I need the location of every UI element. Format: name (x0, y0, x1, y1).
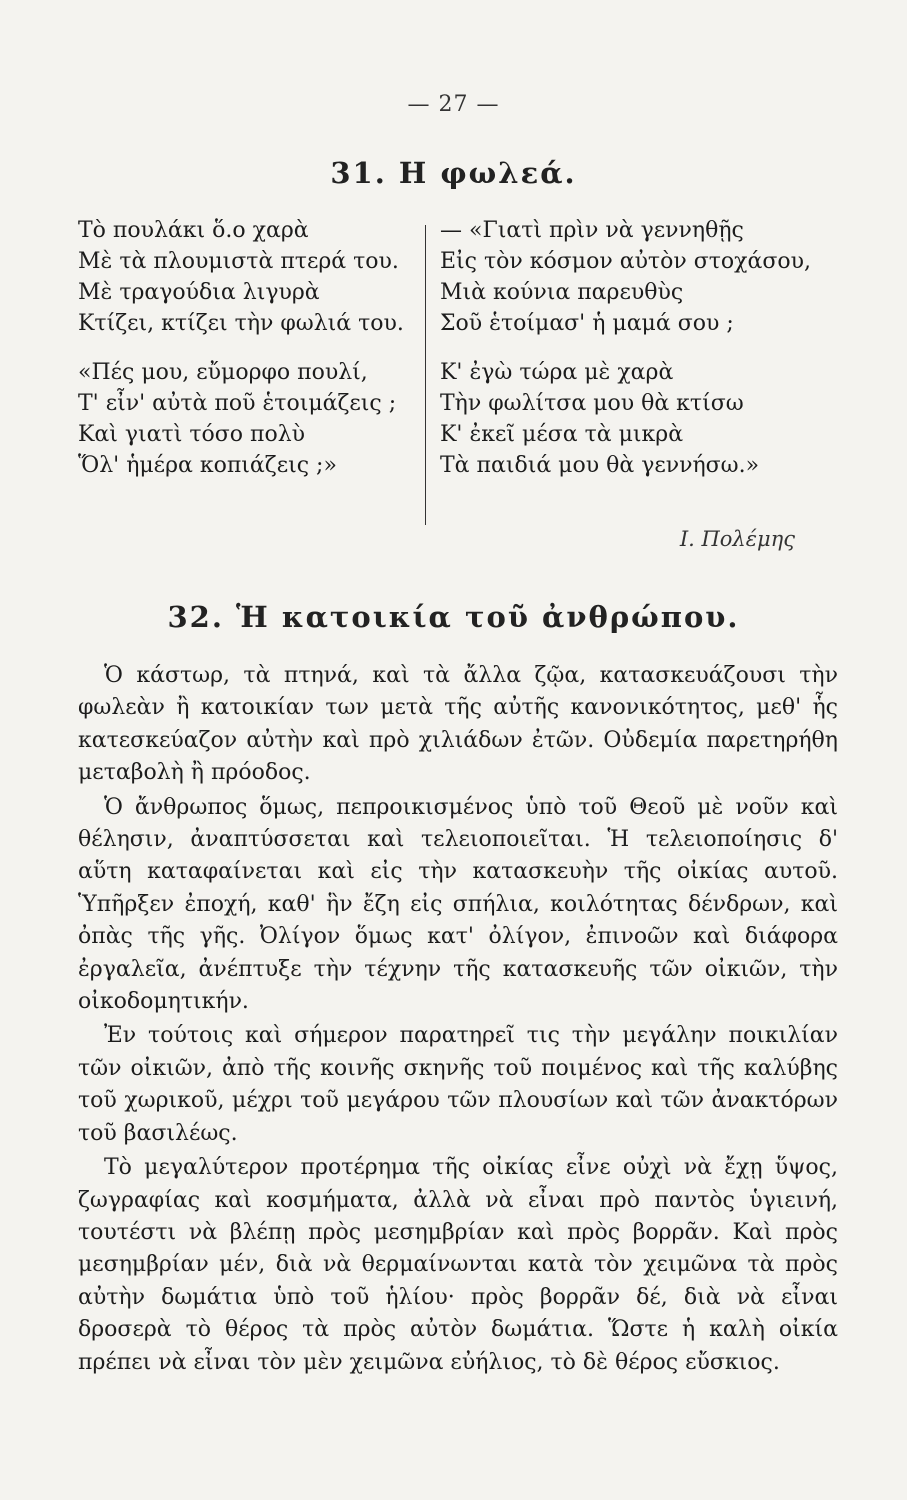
poem-column-left (78, 215, 418, 499)
poem-stanza (440, 215, 840, 339)
poem (78, 215, 818, 535)
poem-line: Μὲ τραγούδια λιγυρὰ (78, 280, 320, 305)
poem-line: Μιὰ κούνια παρευθὺς (440, 280, 684, 305)
poem-line: «Πές μου, εὔμορφο πουλί, (78, 360, 368, 385)
poem-line: Τὸ πουλάκι ὅ.ο χαρὰ (78, 218, 309, 243)
paragraph: Ὁ ἄνθρωπος ὅμως, πεπροικισμένος ὑπὸ τοῦ Θεοῦ μὲ νοῦν καὶ θέλησιν, ἀναπτύσσεται καὶ τελειοποιεῖται. Ἡ τελειοποίησις δ' αὕτη καταφαίνεται καὶ εἰς τὴν κατασκευὴν τῆς οἰκίας αυτοῦ. Ὑπῆρξεν ἐποχή, καθ' ἣν ἔζη εἰς σπήλια, κοιλότητας δένδρων, καὶ ὀπὰς τῆς γῆς. Ὀλίγον ὅμως κατ' ὀλίγον, ἐπινοῶν καὶ διάφορα ἐργαλεῖα, ἀνέπτυξε τὴν τέχνην τῆς κατασκευῆς τῶν οἰκιῶν, τὴν οἰκοδομητικήν. (78, 794, 838, 1015)
poem-line: Κτίζει, κτίζει τὴν φωλιά του. (78, 311, 404, 336)
prose-body (78, 660, 838, 1381)
poem-stanza (78, 215, 418, 339)
poem-line: Τὴν φωλίτσα μου θὰ κτίσω (440, 391, 744, 416)
section-title-32: 32. Ἡ κατοικία τοῦ ἀνθρώπου. (167, 600, 740, 634)
column-divider (425, 225, 426, 525)
section-title-31: 31. Η φωλεά. (330, 156, 577, 190)
poem-line: Καὶ γιατὶ τόσο πολὺ (78, 422, 306, 447)
poem-line: Ὅλ' ἡμέρα κοπιάζεις ;» (78, 453, 337, 478)
poem-column-right (440, 215, 840, 499)
poem-line: Κ' ἐγὼ τώρα μὲ χαρὰ (440, 360, 674, 385)
poem-line: Μὲ τὰ πλουμιστὰ πτερά του. (78, 249, 399, 274)
paragraph: Τὸ μεγαλύτερον προτέρημα τῆς οἰκίας εἶνε οὐχὶ νὰ ἔχῃ ὕψος, ζωγραφίας καὶ κοσμήματα, ἀλλὰ νὰ εἶναι πρὸ παντὸς ὑγιεινή, τουτέστι νὰ βλέπῃ πρὸς μεσημβρίαν καὶ πρὸς βορρᾶν. Καὶ πρὸς μεσημβρίαν μέν, διὰ νὰ θερμαίνωνται κατὰ τὸν χειμῶνα τὰ πρὸς αὐτὴν δωμάτια ὑπὸ τοῦ ἡλίου· πρὸς βορρᾶν δέ, διὰ νὰ εἶναι δροσερὰ τὸ θέρος τὰ πρὸς αὐτὸν δωμάτια. Ὥστε ἡ καλὴ οἰκία πρέπει νὰ εἶναι τὸν μὲν χειμῶνα εὐήλιος, τὸ δὲ θέρος εὔσκιος. (78, 1155, 838, 1375)
paragraph: Ἐν τούτοις καὶ σήμερον παρατηρεῖ τις τὴν μεγάλην ποικιλίαν τῶν οἰκιῶν, ἀπὸ τῆς κοινῆς σκηνῆς τοῦ ποιμένος καὶ τῆς καλύβης τοῦ χωρικοῦ, μέχρι τοῦ μεγάρου τῶν πλουσίων καὶ τῶν ἀνακτόρων τοῦ βασιλέως. (78, 1023, 838, 1146)
page-number: — 27 — (407, 92, 500, 117)
poem-line: Σοῦ ἑτοίμασ' ἡ μαμά σου ; (440, 311, 734, 336)
poem-line: Εἰς τὸν κόσμον αὐτὸν στοχάσου, (440, 249, 811, 274)
poem-line: Τὰ παιδιά μου θὰ γεννήσω.» (440, 453, 760, 478)
poem-stanza (440, 357, 840, 481)
poem-line: — «Γιατὶ πρὶν νὰ γεννηθῇς (440, 218, 744, 243)
poem-line: Κ' ἐκεῖ μέσα τὰ μικρὰ (440, 422, 684, 447)
poem-author: Ι. Πολέμης (679, 527, 795, 551)
poem-stanza (78, 357, 418, 481)
poem-line: Τ' εἶν' αὐτὰ ποῦ ἑτοιμάζεις ; (78, 391, 397, 416)
paragraph: Ὁ κάστωρ, τὰ πτηνά, καὶ τὰ ἄλλα ζῷα, κατασκευάζουσι τὴν φωλεὰν ἢ κατοικίαν των μετὰ τῆς αὐτῆς κανονικότητος, μεθ' ἧς κατεσκεύαζον αὐτὴν καὶ πρὸ χιλιάδων ἐτῶν. Οὐδεμία παρετηρήθη μεταβολὴ ἢ πρόοδος. (78, 663, 838, 786)
